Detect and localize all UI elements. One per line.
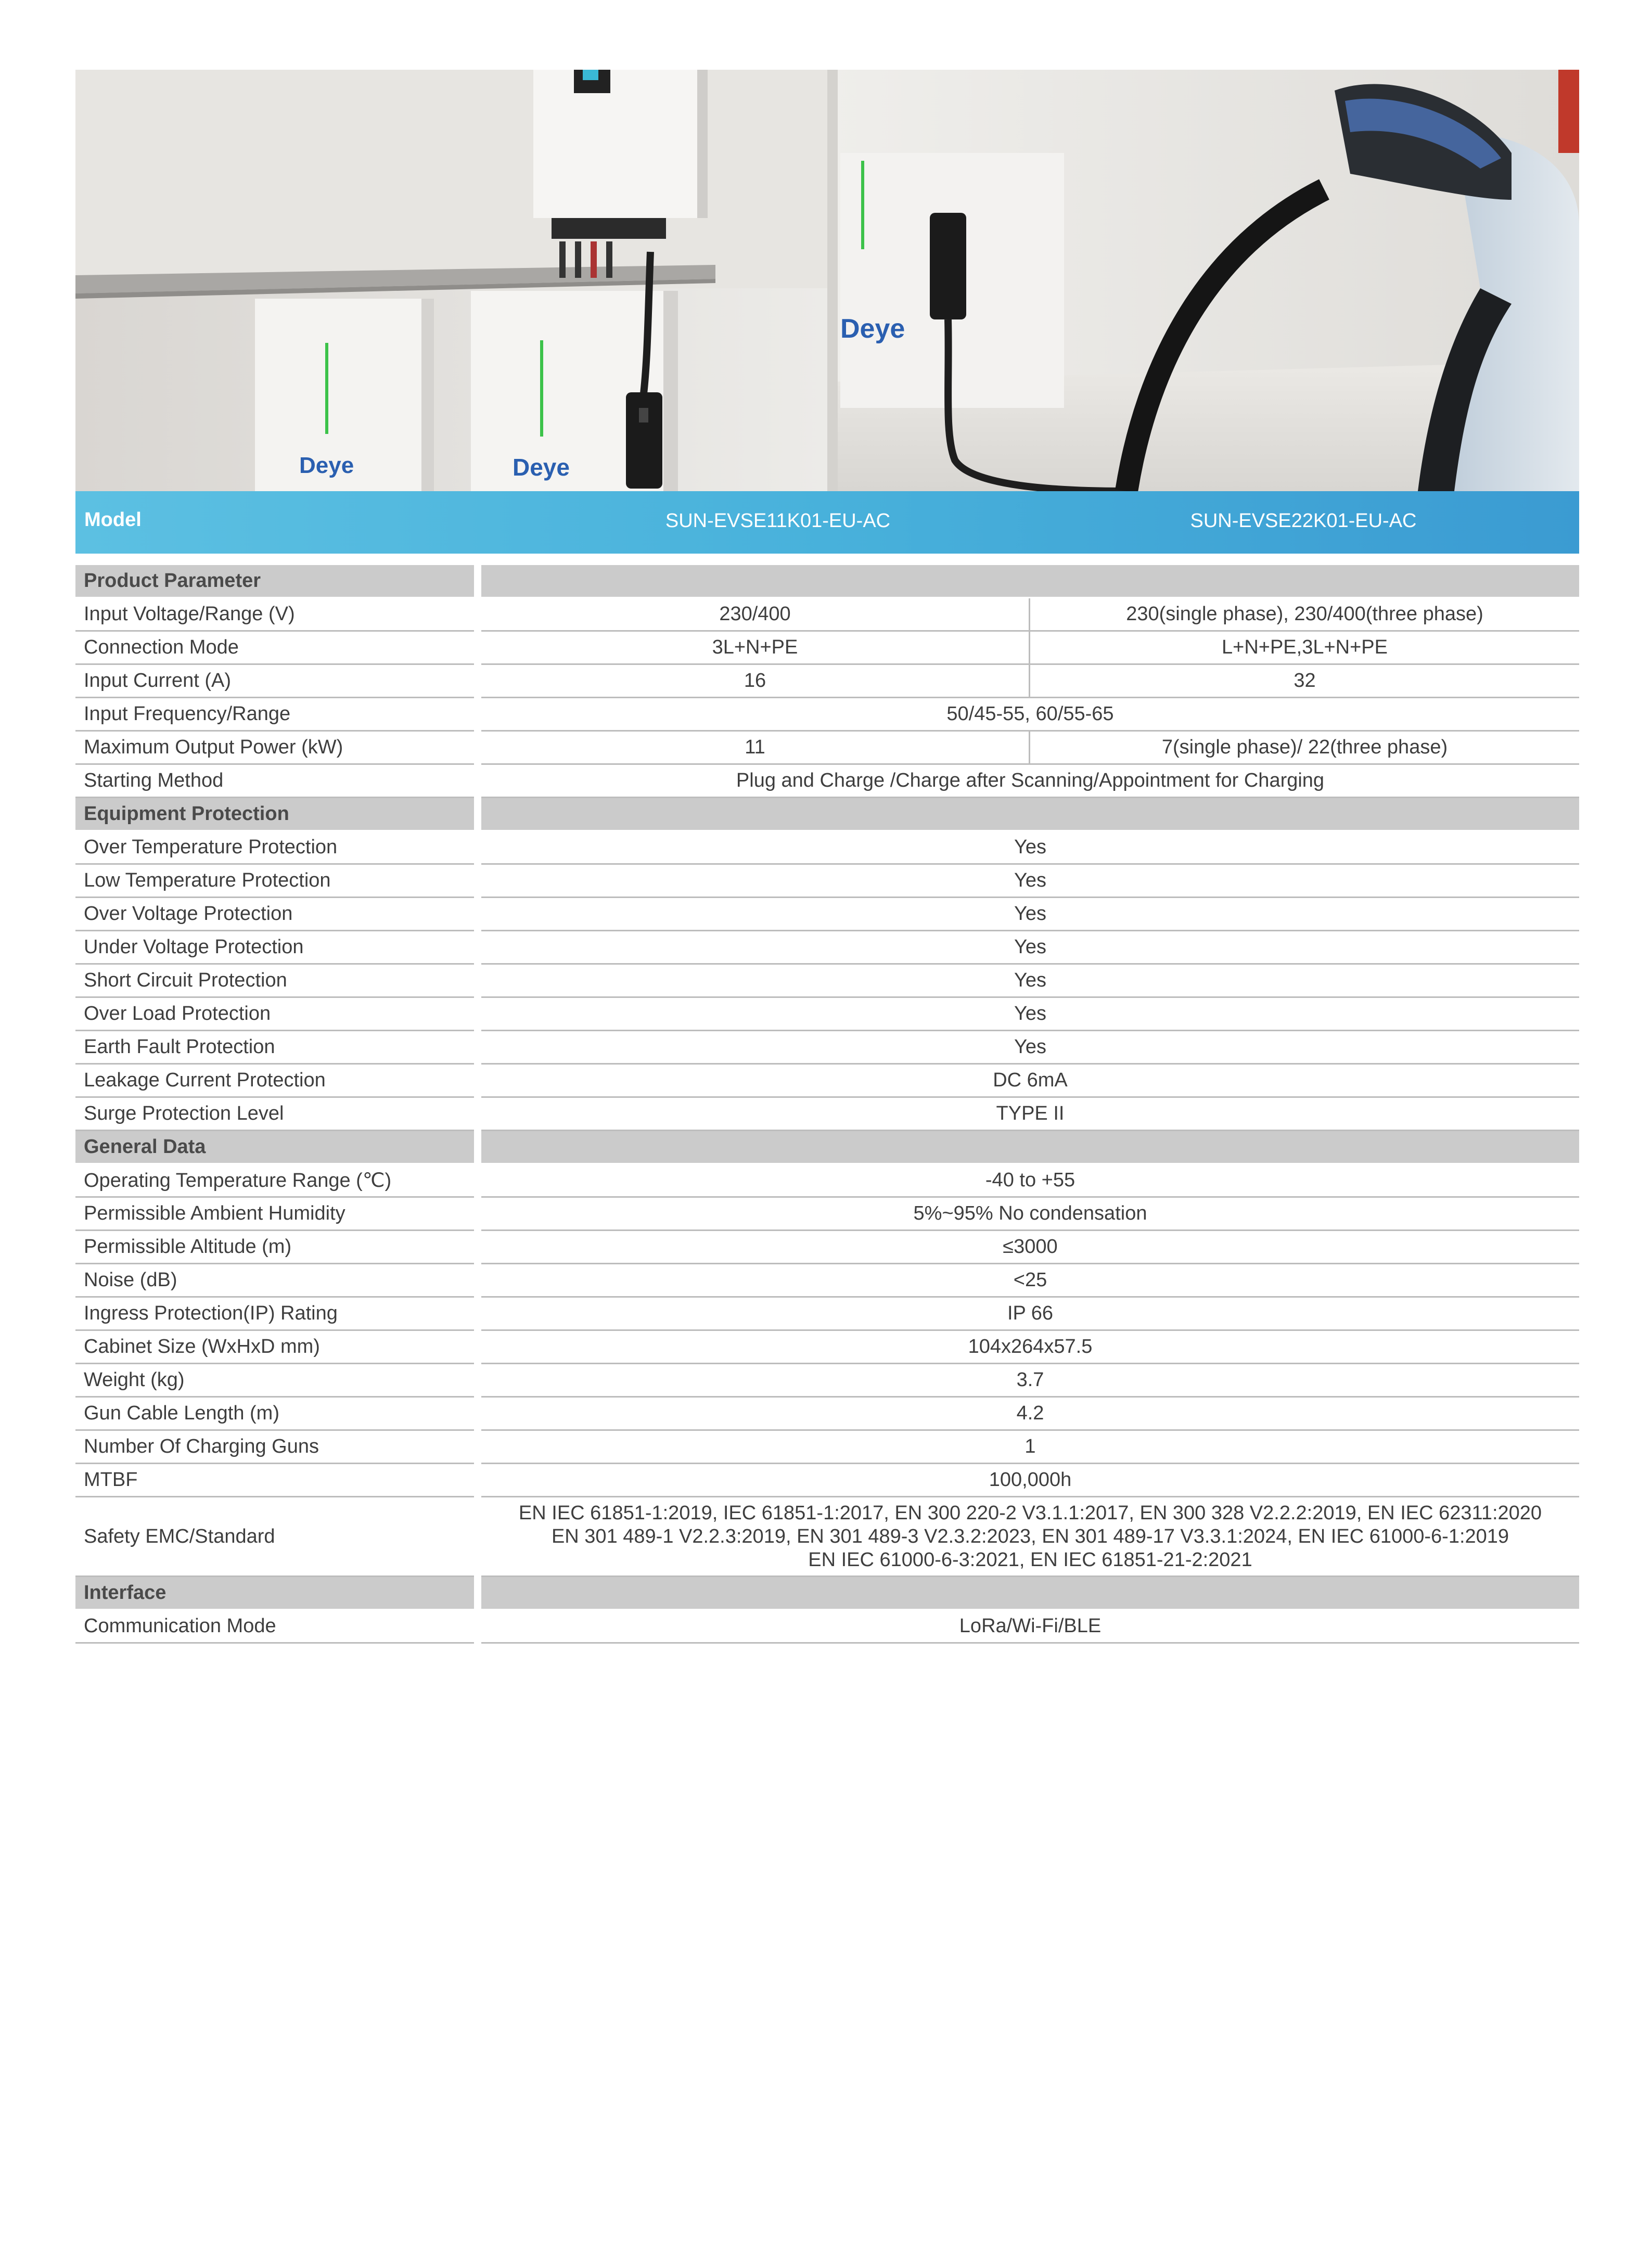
- row-label: Connection Mode: [75, 632, 474, 665]
- row-value: Yes: [481, 1031, 1579, 1065]
- table-row: [75, 1398, 1579, 1431]
- row-label: Number Of Charging Guns: [75, 1431, 474, 1464]
- product-photo: [75, 70, 1579, 491]
- row-value: DC 6mA: [481, 1065, 1579, 1098]
- table-row: [75, 1065, 1579, 1098]
- row-label: Input Current (A): [75, 665, 474, 698]
- row-label: MTBF: [75, 1464, 474, 1497]
- brand-logo: Deye: [299, 453, 354, 478]
- row-label: Low Temperature Protection: [75, 865, 474, 898]
- section-header-general: [75, 1131, 1579, 1164]
- row-label: Earth Fault Protection: [75, 1031, 474, 1065]
- row-value-model-2: 230(single phase), 230/400(three phase): [1030, 598, 1579, 632]
- row-value: Yes: [481, 998, 1579, 1031]
- row-label: Short Circuit Protection: [75, 965, 474, 998]
- row-label: Operating Temperature Range (℃): [75, 1164, 474, 1198]
- row-value: Yes: [481, 965, 1579, 998]
- row-value-model-1: 16: [481, 665, 1030, 698]
- row-value-model-2: 7(single phase)/ 22(three phase): [1030, 732, 1579, 765]
- standards-line: EN 301 489-1 V2.2.3:2019, EN 301 489-3 V2.3.2:2023, EN 301 489-17 V3.3.1:2024, EN IEC 61000-6-1:2019: [551, 1525, 1509, 1547]
- row-label: Starting Method: [75, 765, 474, 798]
- row-label: Permissible Altitude (m): [75, 1231, 474, 1264]
- row-label: Maximum Output Power (kW): [75, 732, 474, 765]
- row-value: 104x264x57.5: [481, 1331, 1579, 1364]
- row-label: Input Frequency/Range: [75, 698, 474, 732]
- row-label: Safety EMC/Standard: [75, 1497, 474, 1577]
- row-label: Communication Mode: [75, 1610, 474, 1644]
- row-label: Ingress Protection(IP) Rating: [75, 1298, 474, 1331]
- table-row: [75, 965, 1579, 998]
- row-value-model-2: L+N+PE,3L+N+PE: [1030, 632, 1579, 665]
- section-title: Equipment Protection: [75, 798, 474, 831]
- row-label: Cabinet Size (WxHxD mm): [75, 1331, 474, 1364]
- table-row: [75, 865, 1579, 898]
- row-label: Gun Cable Length (m): [75, 1398, 474, 1431]
- table-row: [75, 1331, 1579, 1364]
- table-row: [75, 1364, 1579, 1398]
- section-header-interface: [75, 1577, 1579, 1610]
- table-row: [75, 732, 1579, 765]
- model-label: Model: [84, 509, 142, 531]
- row-value: Yes: [481, 831, 1579, 865]
- table-row: [75, 598, 1579, 632]
- row-value: 4.2: [481, 1398, 1579, 1431]
- model-name-1: SUN-EVSE11K01-EU-AC: [665, 510, 891, 532]
- table-row: [75, 698, 1579, 732]
- row-value: 100,000h: [481, 1464, 1579, 1497]
- standards-line: EN IEC 61851-1:2019, IEC 61851-1:2017, EN 300 220-2 V3.1.1:2017, EN 300 328 V2.2.2:2019, EN IEC 62311:2020: [518, 1502, 1542, 1524]
- row-value: Yes: [481, 898, 1579, 931]
- brand-logo: Deye: [840, 314, 905, 344]
- standards-line: EN IEC 61000-6-3:2021, EN IEC 61851-21-2:2021: [808, 1548, 1252, 1571]
- table-row: [75, 632, 1579, 665]
- row-label: Over Temperature Protection: [75, 831, 474, 865]
- row-label: Permissible Ambient Humidity: [75, 1198, 474, 1231]
- table-row: [75, 831, 1579, 865]
- table-row: [75, 1464, 1579, 1497]
- row-value-model-2: 32: [1030, 665, 1579, 698]
- row-value: Plug and Charge /Charge after Scanning/Appointment for Charging: [481, 765, 1579, 798]
- row-label: Noise (dB): [75, 1264, 474, 1298]
- section-title: Interface: [75, 1577, 474, 1610]
- table-row: [75, 1264, 1579, 1298]
- row-label: Surge Protection Level: [75, 1098, 474, 1131]
- row-value: TYPE II: [481, 1098, 1579, 1131]
- row-value-standards: [481, 1497, 1579, 1577]
- table-row: [75, 1610, 1579, 1644]
- row-value: Yes: [481, 931, 1579, 965]
- row-value: 50/45-55, 60/55-65: [481, 698, 1579, 732]
- row-value: 3.7: [481, 1364, 1579, 1398]
- row-value: 5%~95% No condensation: [481, 1198, 1579, 1231]
- section-title: General Data: [75, 1131, 474, 1164]
- row-value: LoRa/Wi-Fi/BLE: [481, 1610, 1579, 1644]
- table-row: [75, 665, 1579, 698]
- table-row: [75, 1431, 1579, 1464]
- table-row: [75, 898, 1579, 931]
- table-row: [75, 998, 1579, 1031]
- product-photo-illustration: [75, 70, 1579, 491]
- section-header-product: [75, 565, 1579, 598]
- table-row-safety: [75, 1497, 1579, 1577]
- row-label: Weight (kg): [75, 1364, 474, 1398]
- row-value: 1: [481, 1431, 1579, 1464]
- table-row: [75, 1164, 1579, 1198]
- row-value-model-1: 3L+N+PE: [481, 632, 1030, 665]
- row-label: Leakage Current Protection: [75, 1065, 474, 1098]
- row-label: Input Voltage/Range (V): [75, 598, 474, 632]
- row-label: Over Load Protection: [75, 998, 474, 1031]
- row-value: IP 66: [481, 1298, 1579, 1331]
- table-row: [75, 1198, 1579, 1231]
- row-label: Under Voltage Protection: [75, 931, 474, 965]
- row-label: Over Voltage Protection: [75, 898, 474, 931]
- table-row: [75, 1298, 1579, 1331]
- table-row: [75, 765, 1579, 798]
- row-value: Yes: [481, 865, 1579, 898]
- spec-table: [75, 565, 1579, 1644]
- row-value-model-1: 11: [481, 732, 1030, 765]
- row-value: ≤3000: [481, 1231, 1579, 1264]
- section-header-protection: [75, 798, 1579, 831]
- table-row: [75, 1231, 1579, 1264]
- row-value: -40 to +55: [481, 1164, 1579, 1198]
- row-value-model-1: 230/400: [481, 598, 1030, 632]
- brand-logo: Deye: [513, 454, 570, 481]
- model-name-2: SUN-EVSE22K01-EU-AC: [1190, 510, 1417, 532]
- table-row: [75, 1098, 1579, 1131]
- table-row: [75, 931, 1579, 965]
- row-value: <25: [481, 1264, 1579, 1298]
- model-header-bar: [75, 491, 1579, 554]
- section-title: Product Parameter: [75, 565, 474, 598]
- table-row: [75, 1031, 1579, 1065]
